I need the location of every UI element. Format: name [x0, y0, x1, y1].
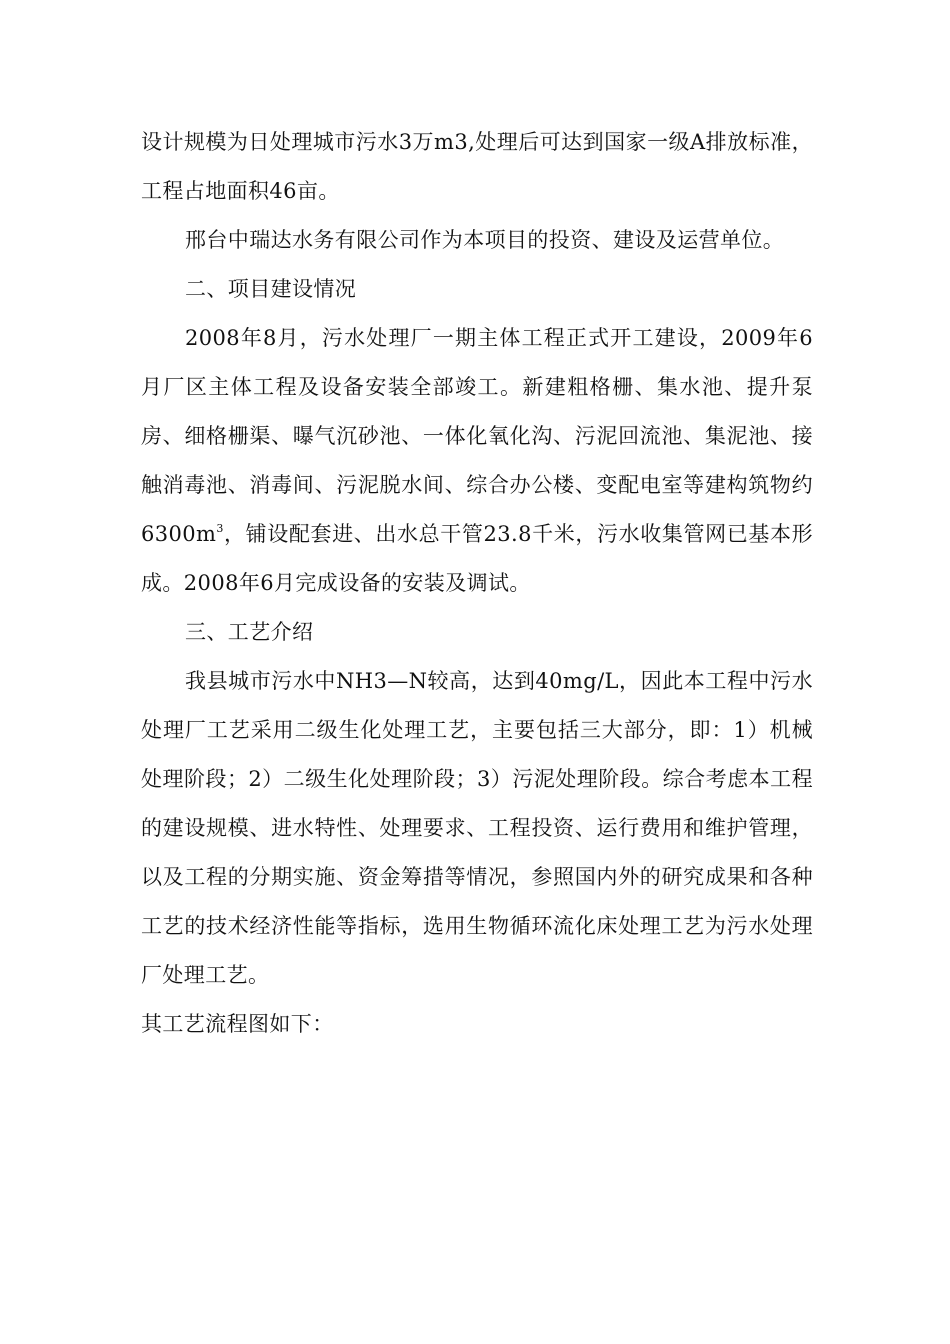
paragraph-construction-text-a: 2008年8月，污水处理厂一期主体工程正式开工建设，2009年6月厂区主体工程及设备安装全部竣工。新建粗格栅、集水池、提升泵房、细格栅渠、曝气沉砂池、一体化氧化沟、污泥回流池、集泥池、接触消毒池、消毒间、污泥脱水间、综合办公楼、变配电室等建构筑物约6300m [141, 326, 813, 546]
paragraph-construction [141, 314, 813, 608]
paragraph-construction-text-b: ，铺设配套进、出水总干管23.8千米，污水收集管网已基本形成。2008年6月完成设备的安装及调试。 [141, 522, 813, 595]
paragraph-flowchart-intro: 其工艺流程图如下： [141, 1012, 334, 1036]
document-body [141, 118, 813, 1049]
section-heading-process: 三、工艺介绍 [185, 620, 314, 644]
section-heading-construction: 二、项目建设情况 [185, 277, 357, 301]
paragraph-design-scale: 设计规模为日处理城市污水3万m3,处理后可达到国家一级A排放标准，工程占地面积46亩。 [141, 130, 813, 203]
paragraph-operator: 邢台中瑞达水务有限公司作为本项目的投资、建设及运营单位。 [185, 228, 785, 252]
superscript-cubic: 3 [216, 522, 224, 535]
paragraph-process: 我县城市污水中NH3—N较高，达到40mg/L，因此本工程中污水处理厂工艺采用二级生化处理工艺，主要包括三大部分，即：1）机械处理阶段；2）二级生化处理阶段；3）污泥处理阶段。综合考虑本工程的建设规模、进水特性、处理要求、工程投资、运行费用和维护管理，以及工程的分期实施、资金筹措等情况，参照国内外的研究成果和各种工艺的技术经济性能等指标，选用生物循环流化床处理工艺为污水处理厂处理工艺。 [141, 669, 813, 987]
